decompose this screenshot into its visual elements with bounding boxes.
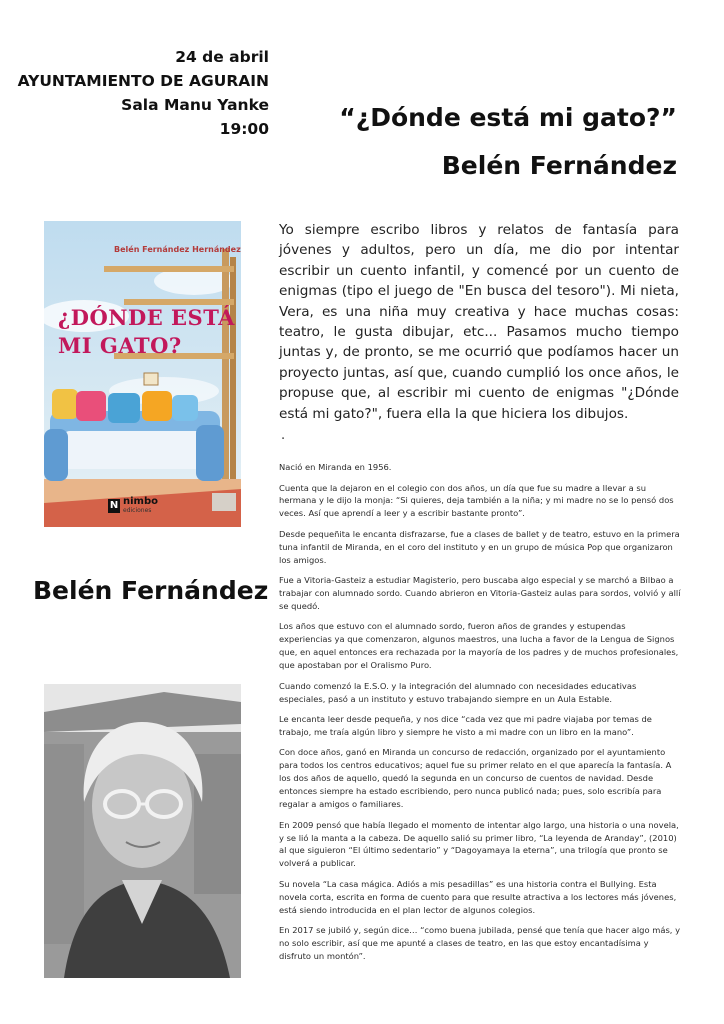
event-room: Sala Manu Yanke xyxy=(121,96,269,114)
bio-paragraph: Cuenta que la dejaron en el colegio con dos años, un día que fue su madre a llevar a su hermana y le dijo la monja: “Si quieres, deja también a la niña; y mi madre no se lo pensó dos veces. Así que aprendí a leer y a escribir bastante pronto”. xyxy=(279,482,674,519)
cover-author: Belén Fernández Hernández xyxy=(114,245,241,254)
book-cover-illustration xyxy=(44,221,241,527)
bio-paragraph: Nació en Miranda en 1956. xyxy=(279,462,392,472)
bio-paragraph: Los años que estuvo con el alumnado sordo, fueron años de grandes y estupendas experiencias ya que comenzaron, algunos maestros, una lucha a favor de la Lengua de Signos que, en aquel entonces era rechazada por la mayoría de los padres y de muchos profesionales, que apostaban por el Oralismo Puro. xyxy=(279,621,679,671)
publisher-sub: ediciones xyxy=(123,507,152,514)
author-heading: Belén Fernández xyxy=(33,576,269,605)
intro-text xyxy=(279,220,679,424)
publisher-logo-icon: N xyxy=(109,500,119,511)
bio-paragraph: Cuando comenzó la E.S.O. y la integración del alumnado con necesidades educativas especiales, pasó a un instituto y estuvo trabajando siempre en un Aula Estable. xyxy=(279,680,637,704)
event-venue: AYUNTAMIENTO DE AGURAIN xyxy=(17,72,269,90)
author-biography xyxy=(279,461,681,970)
bio-paragraph: Su novela “La casa mágica. Adiós a mis pesadillas” es una historia contra el Bullying. Esta novela corta, escrita en forma de cuento para que resulte atractiva a los lectores más jóvenes, está siendo introducida en el plan lector de algunos colegios. xyxy=(279,878,677,915)
event-date: 24 de abril xyxy=(175,48,269,66)
intro-paragraph: Yo siempre escribo libros y relatos de fantasía para jóvenes y adultos, pero un día, me dio por intentar escribir un cuento infantil, y comencé por un cuento de enigmas (tipo el juego de "En busca del tesoro"). Mi nieta, Vera, es una niña muy creativa y hace muchas cosas: teatro, le gusta dibujar, etc... Pasamos mucho tiempo juntas y, de pronto, se me ocurrió que podíamos hacer un proyecto juntas, así que, cuando cumplió los once años, le propuse que, al escribir mi cuento de enigmas "¿Dónde está mi gato?", fuera ella la que hiciera los dibujos. xyxy=(279,222,679,422)
bio-paragraph: En 2017 se jubiló y, según dice… “como buena jubilada, pensé que tenía que hacer algo más, y no solo escribir, así que me apunté a clases de teatro, en las que estoy encantadísima y disfruto un montón”. xyxy=(279,925,681,961)
author-photo xyxy=(44,684,241,978)
bio-paragraph: En 2009 pensó que había llegado el momento de intentar algo largo, una historia o una novela, y se lió la manta a la cabeza. De aquello salió su primer libro, “La leyenda de Aranday”, (2010) al que siguieron “El último sedentario” y “Dagoyamaya la eterna”, una trilogía que pronto se volverá a publicar. xyxy=(279,819,679,869)
bio-paragraph: Fue a Vitoria-Gasteiz a estudiar Magisterio, pero buscaba algo especial y se marchó a Bilbao a trabajar con alumnado sordo. Cuando abrieron en Vitoria-Gasteiz aulas para sordos, volvió y allí se quedó. xyxy=(279,575,681,611)
author-portrait xyxy=(44,684,241,978)
cover-title-line2: MI GATO? xyxy=(58,333,182,358)
event-time: 19:00 xyxy=(219,120,269,138)
publisher-name: nimbo xyxy=(123,496,158,507)
separator-dot: . xyxy=(281,428,286,443)
book-cover-image xyxy=(44,221,241,527)
event-info xyxy=(18,45,269,141)
cover-title-line1: ¿DÓNDE ESTÁ xyxy=(58,305,235,330)
bio-paragraph: Desde pequeñita le encanta disfrazarse, fue a clases de ballet y de teatro, estuvo en la primera tuna infantil de Miranda, en el coro del instituto y en un grupo de música Pop que organizaron los amigos. xyxy=(279,528,680,565)
publisher-logo xyxy=(108,497,158,515)
book-title: “¿Dónde está mi gato?” xyxy=(339,103,677,132)
book-heading xyxy=(339,94,677,190)
bio-paragraph: Con doce años, ganó en Miranda un concurso de redacción, organizado por el ayuntamiento para todos los centros educativos; aquel fue su primer relato en el que aparecía la fantasía. A los dos años de aquello, quedó la segunda en un concurso de cuentos de navidad. Desde entonces siempre ha estado escribiendo, pero nunca publicó nada; pues, solo escribía para regalar a amigos o familiares. xyxy=(279,747,672,810)
book-author: Belén Fernández xyxy=(441,151,677,180)
bio-paragraph: Le encanta leer desde pequeña, y nos dice “cada vez que mi padre viajaba por temas de trabajo, me traía algún libro y siempre he visto a mi madre con un libro en la mano”. xyxy=(279,714,652,737)
